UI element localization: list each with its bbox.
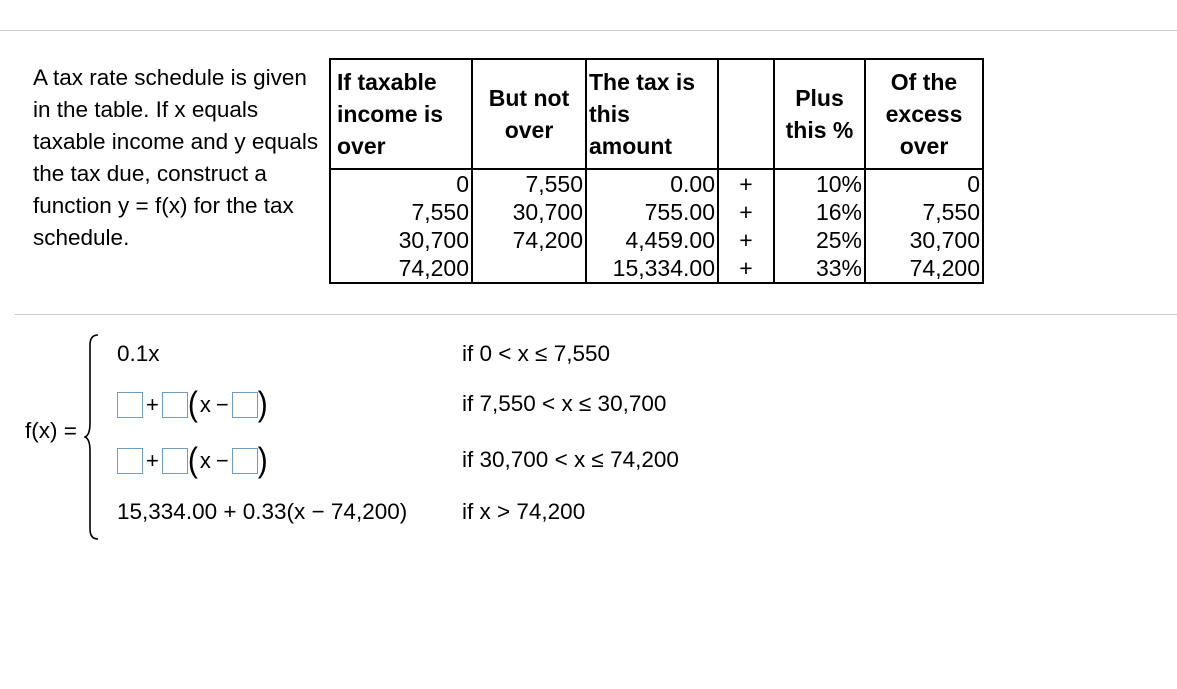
cell-income-over: 30,700 (330, 226, 472, 254)
cell-excess-over: 74,200 (865, 254, 983, 283)
header-plus-percent: Plus this % (774, 59, 865, 169)
cell-but-not-over: 74,200 (472, 226, 586, 254)
piece-2-rate-input[interactable] (162, 392, 188, 418)
piece-1-expression: 0.1x (117, 341, 160, 366)
piece-3-rate-input[interactable] (162, 448, 188, 474)
top-divider (0, 30, 1177, 31)
minus-sign: − (215, 448, 229, 474)
cell-but-not-over: 30,700 (472, 198, 586, 226)
tax-rate-table (329, 58, 984, 284)
cell-excess-over: 0 (865, 169, 983, 198)
table-row (330, 169, 983, 198)
variable-x: x (199, 448, 211, 474)
cell-percent: 16% (774, 198, 865, 226)
variable-x: x (199, 392, 211, 418)
header-plus-sign (718, 59, 774, 169)
piece-4-expression: 15,334.00 + 0.33(x − 74,200) (117, 499, 408, 524)
cell-but-not-over (472, 254, 586, 283)
header-tax-amount: The tax is this amount (586, 59, 718, 169)
plus-sign: + (146, 448, 159, 474)
cell-percent: 33% (774, 254, 865, 283)
close-paren: ) (257, 385, 268, 424)
minus-sign: − (215, 392, 229, 418)
cell-tax-amount: 755.00 (586, 198, 718, 226)
piece-3-expression (117, 441, 268, 480)
piece-3-threshold-input[interactable] (232, 448, 258, 474)
table-header-row (330, 59, 983, 169)
piece-3-condition: if 30,700 < x ≤ 74,200 (462, 447, 679, 472)
cell-tax-amount: 15,334.00 (586, 254, 718, 283)
piece-2-threshold-input[interactable] (232, 392, 258, 418)
open-paren: ( (187, 441, 198, 480)
header-excess-over: Of the excess over (865, 59, 983, 169)
table-row (330, 254, 983, 283)
function-label: f(x) = (25, 418, 77, 443)
plus-sign: + (146, 392, 159, 418)
cell-percent: 10% (774, 169, 865, 198)
cell-tax-amount: 0.00 (586, 169, 718, 198)
question-text: A tax rate schedule is given in the table. If x equals taxable income and y equals the tax due, construct a function y = f(x) for the tax schedule. (33, 65, 319, 250)
header-but-not-over: But not over (472, 59, 586, 169)
cell-plus-sign: + (718, 198, 774, 226)
cell-tax-amount: 4,459.00 (586, 226, 718, 254)
piece-2-condition: if 7,550 < x ≤ 30,700 (462, 391, 667, 416)
cell-excess-over: 30,700 (865, 226, 983, 254)
piece-1-condition: if 0 < x ≤ 7,550 (462, 341, 611, 366)
close-paren: ) (257, 441, 268, 480)
piece-2-constant-input[interactable] (117, 392, 143, 418)
left-brace-icon (84, 333, 100, 541)
open-paren: ( (187, 385, 198, 424)
table-row (330, 198, 983, 226)
cell-percent: 25% (774, 226, 865, 254)
cell-plus-sign: + (718, 254, 774, 283)
piece-3-constant-input[interactable] (117, 448, 143, 474)
cell-but-not-over: 7,550 (472, 169, 586, 198)
cell-plus-sign: + (718, 169, 774, 198)
piece-2-expression (117, 385, 268, 424)
header-income-over: If taxable income is over (330, 59, 472, 169)
table-row (330, 226, 983, 254)
cell-excess-over: 7,550 (865, 198, 983, 226)
cell-income-over: 7,550 (330, 198, 472, 226)
cell-plus-sign: + (718, 226, 774, 254)
piece-4-condition: if x > 74,200 (462, 499, 586, 524)
section-divider (14, 314, 1177, 315)
cell-income-over: 0 (330, 169, 472, 198)
cell-income-over: 74,200 (330, 254, 472, 283)
